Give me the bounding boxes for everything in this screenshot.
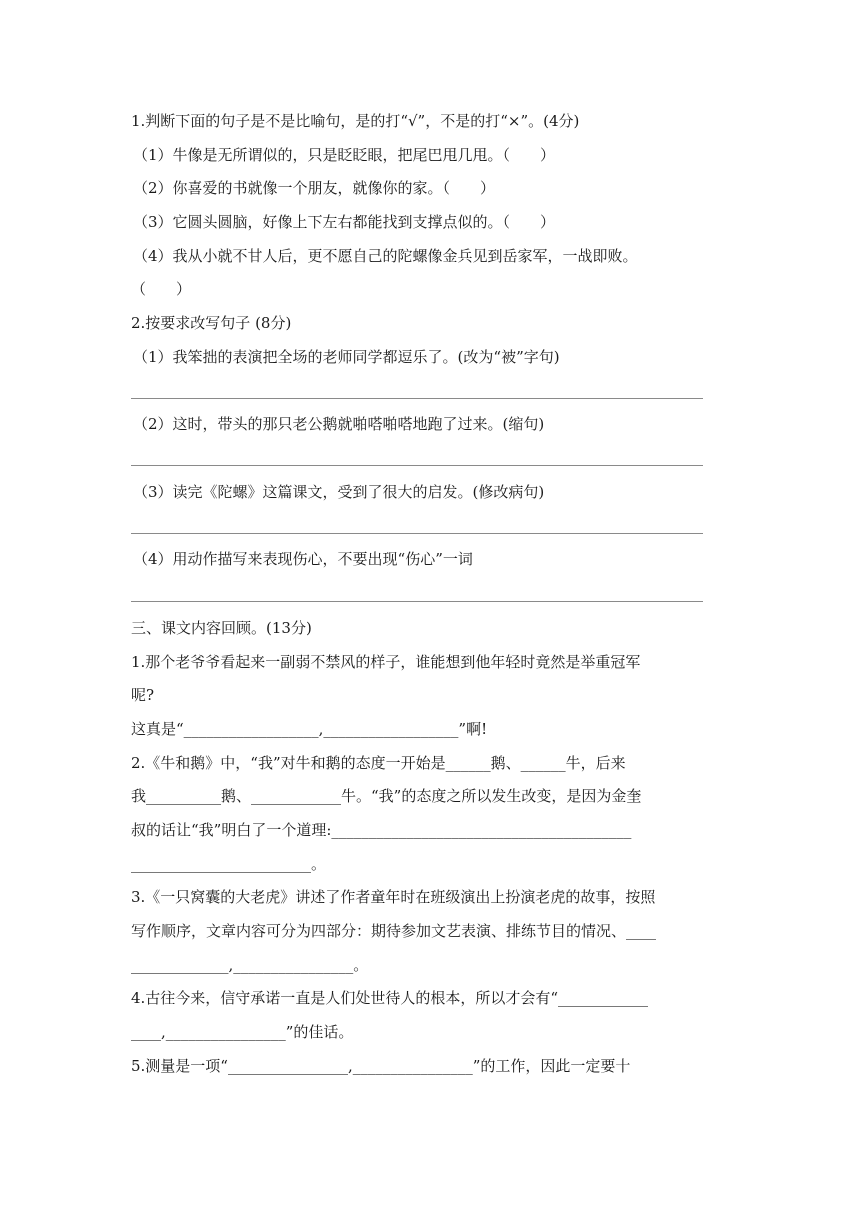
- question-line: 2.《牛和鹅》中，“我”对牛和鹅的态度一开始是______鹅、______牛，后来: [131, 754, 626, 772]
- question-line: 3.《一只窝囊的大老虎》讲述了作者童年时在班级演出上扮演老虎的故事，按照: [131, 888, 656, 906]
- question-item: （4）我从小就不甘人后，更不愿自己的陀螺像金兵见到岳家军，一战即败。: [133, 247, 638, 265]
- answer-parentheses: （ ）: [131, 280, 192, 298]
- question-item: （2）这时，带头的那只老公鹅就啪嗒啪嗒地跑了过来。(缩句): [133, 415, 545, 433]
- answer-line: [131, 533, 703, 534]
- question-item: （1）牛像是无所谓似的，只是眨眨眼，把尾巴甩几甩。（ ）: [133, 146, 556, 164]
- question-line: ____,________________”的佳话。: [131, 1023, 354, 1041]
- question-item: （4）用动作描写来表现伤心，不要出现“伤心”一词: [133, 550, 473, 568]
- answer-line: [131, 465, 703, 466]
- section-title: 三、课文内容回顾。(13分): [131, 619, 312, 637]
- question-line: 这真是“__________________,__________________”啊!: [131, 720, 488, 738]
- answer-line: [131, 601, 703, 602]
- question-item: （2）你喜爱的书就像一个朋友，就像你的家。（ ）: [133, 179, 496, 197]
- answer-line: [131, 398, 703, 399]
- question-line: 我__________鹅、____________牛。“我”的态度之所以发生改变，是因为金奎: [131, 787, 642, 805]
- question-line: ________________________。: [131, 855, 327, 873]
- question-title: 1.判断下面的句子是不是比喻句，是的打“√”，不是的打“×”。(4分): [131, 112, 580, 130]
- question-title: 2.按要求改写句子 (8分): [131, 314, 292, 332]
- question-line: 4.古往今来，信守承诺一直是人们处世待人的根本，所以才会有“____________: [131, 989, 648, 1007]
- question-line: 写作顺序，文章内容可分为四部分：期待参加文艺表演、排练节目的情况、____: [131, 922, 657, 940]
- question-line: 叔的话让“我”明白了一个道理:________________________________________: [131, 821, 632, 839]
- question-line: 呢?: [131, 686, 155, 704]
- question-item: （3）读完《陀螺》这篇课文，受到了很大的启发。(修改病句): [133, 483, 545, 501]
- question-item: （3）它圆头圆脑，好像上下左右都能找到支撑点似的。（ ）: [133, 213, 556, 231]
- question-item: （1）我笨拙的表演把全场的老师同学都逗乐了。(改为“被”字句): [133, 348, 560, 366]
- question-line: 5.测量是一项“________________,________________”的工作，因此一定要十: [131, 1057, 631, 1075]
- question-line: 1.那个老爷爷看起来一副弱不禁风的样子，谁能想到他年轻时竟然是举重冠军: [131, 653, 641, 671]
- question-line: _____________,________________。: [131, 956, 369, 974]
